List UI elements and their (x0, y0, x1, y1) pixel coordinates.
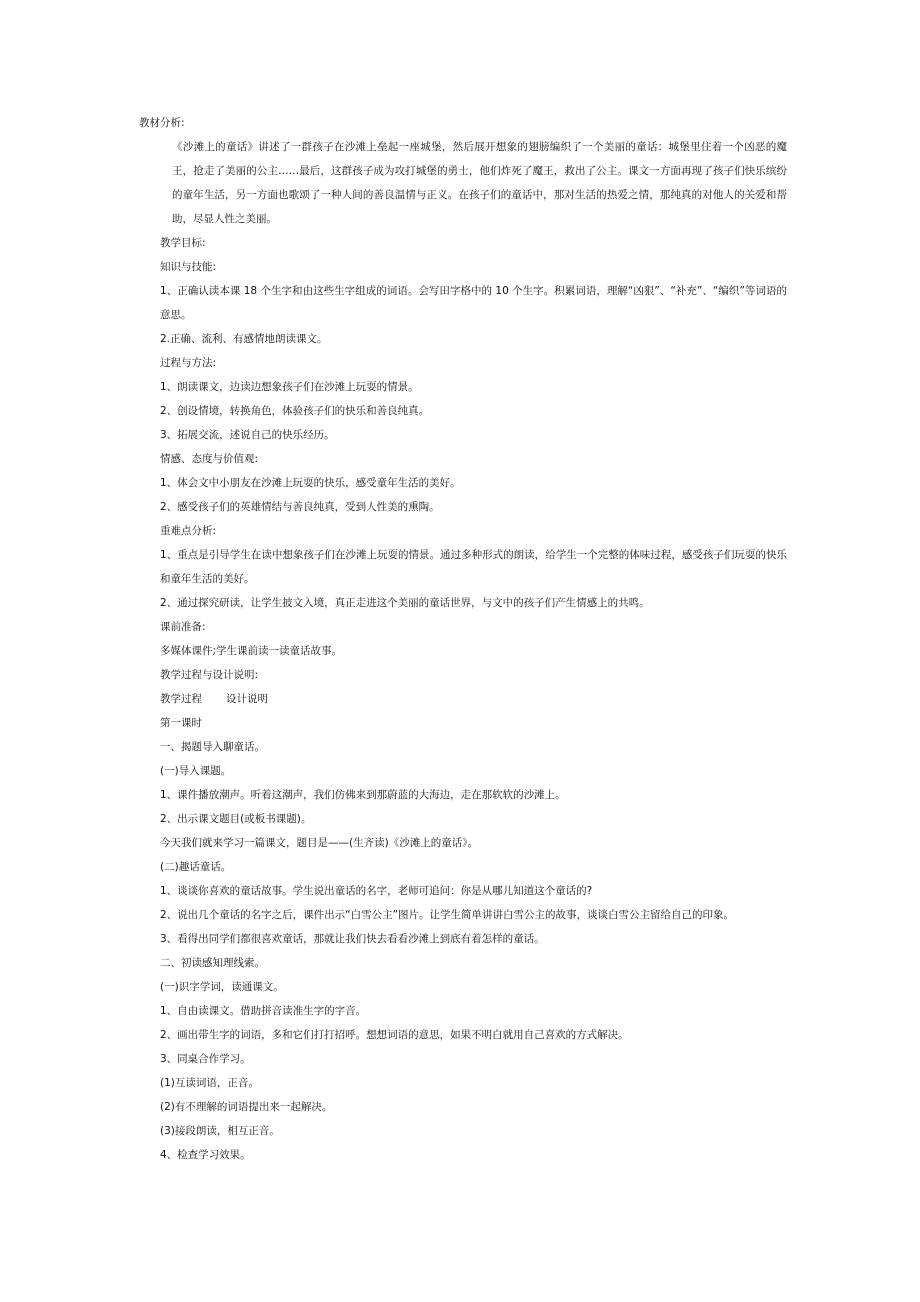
step-1-2-1: 1、谈谈你喜欢的童话故事。学生说出童话的名字，老师可追问：你是从哪儿知道这个童话的? (160, 885, 593, 897)
lesson-one-title: 第一课时 (160, 717, 202, 729)
heading-design: 教学过程与设计说明: (160, 669, 259, 681)
intro-paragraph: 《沙滩上的童话》讲述了一群孩子在沙滩上垒起一座城堡，然后展开想象的翅膀编织了一个美丽的童话：城堡里住着一个凶恶的魔王，抢走了美丽的公主……最后，这群孩子成为攻打城堡的勇士，他们炸死了魔王，救出了公主。课文一方面再现了孩子们快乐缤纷的童年生活，另一方面也歌颂了一种人间的善良温情与正义。在孩子们的童话中，那对生活的热爱之情，那纯真的对他人的关爱和帮助，尽显人性之美丽。 (172, 141, 787, 225)
heading-goals: 教学目标: (160, 237, 206, 249)
process-item-3: 3、拓展交流，述说自己的快乐经历。 (160, 429, 335, 441)
subsection-1-1: (一)导入课题。 (160, 765, 232, 777)
sub-item-3: (3)接段朗读，相互正音。 (160, 1125, 280, 1137)
emotion-item-2: 2、感受孩子们的英雄情结与善良纯真，受到人性美的熏陶。 (160, 501, 440, 513)
step-1-2-2: 2、说出几个童话的名字之后，课件出示“白雪公主”图片。让学生简单讲讲白雪公主的故事，谈谈白雪公主留给自己的印象。 (160, 909, 735, 921)
step-2-1-3: 3、同桌合作学习。 (160, 1053, 251, 1065)
section-two-title: 二、初读感知理线索。 (160, 957, 265, 969)
sub-item-1: (1)互读词语，正音。 (160, 1077, 259, 1089)
step-2-1-1: 1、自由读课文。借助拼音读准生字的字音。 (160, 1005, 367, 1017)
process-item-1: 1、朗读课文，边读边想象孩子们在沙滩上玩耍的情景。 (160, 381, 419, 393)
step-2-1-4: 4、检查学习效果。 (160, 1149, 251, 1161)
prep-item-1: 多媒体课件;学生课前读一读童话故事。 (160, 645, 343, 657)
subsection-1-2: (二)趣话童话。 (160, 861, 232, 873)
step-1-1-2: 2、出示课文题目(或板书课题)。 (160, 813, 312, 825)
document-body (139, 111, 787, 1167)
heading-analysis: 教材分析: (139, 117, 185, 129)
emotion-item-1: 1、体会文中小朋友在沙滩上玩耍的快乐，感受童年生活的美好。 (160, 477, 461, 489)
step-1-1-3: 今天我们就来学习一篇课文，题目是——(生齐读)《沙滩上的童话》。 (160, 837, 478, 849)
heading-knowledge: 知识与技能: (160, 261, 217, 273)
step-1-2-3: 3、看得出同学们都很喜欢童话，那就让我们快去看看沙滩上到底有着怎样的童话。 (160, 933, 545, 945)
keypoint-item-1: 1、重点是引导学生在读中想象孩子们在沙滩上玩耍的情景。通过多种形式的朗读，给学生一个完整的体味过程，感受孩子们玩耍的快乐和童年生活的美好。 (160, 549, 787, 585)
step-1-1-1: 1、课件播放潮声。听着这潮声，我们仿佛来到那蔚蓝的大海边，走在那软软的沙滩上。 (160, 789, 566, 801)
keypoint-item-2: 2、通过探究研读，让学生披文入境，真正走进这个美丽的童话世界，与文中的孩子们产生情感上的共鸣。 (160, 597, 650, 609)
knowledge-item-2: 2.正确、流利、有感情地朗读课文。 (160, 333, 328, 345)
heading-emotion: 情感、态度与价值观: (160, 453, 259, 465)
knowledge-item-1: 1、正确认读本课 18 个生字和由这些生字组成的词语。会写田字格中的 10 个生字。积累词语，理解“凶狠”、“补充”、“编织”等词语的意思。 (160, 285, 787, 321)
section-one-title: 一、揭题导入聊童话。 (160, 741, 265, 753)
heading-prep: 课前准备: (160, 621, 206, 633)
step-2-1-2: 2、画出带生字的词语，多和它们打打招呼。想想词语的意思，如果不明白就用自己喜欢的方式解决。 (160, 1029, 629, 1041)
column-process-label: 教学过程 (160, 693, 202, 705)
column-design-label: 设计说明 (226, 693, 268, 705)
heading-keypoints: 重难点分析: (160, 525, 217, 537)
heading-process: 过程与方法: (160, 357, 217, 369)
process-item-2: 2、创设情境，转换角色，体验孩子们的快乐和善良纯真。 (160, 405, 430, 417)
sub-item-2: (2)有不理解的词语提出来一起解决。 (160, 1101, 333, 1113)
subsection-2-1: (一)识字学词，读通课文。 (160, 981, 284, 993)
design-columns (139, 687, 787, 711)
